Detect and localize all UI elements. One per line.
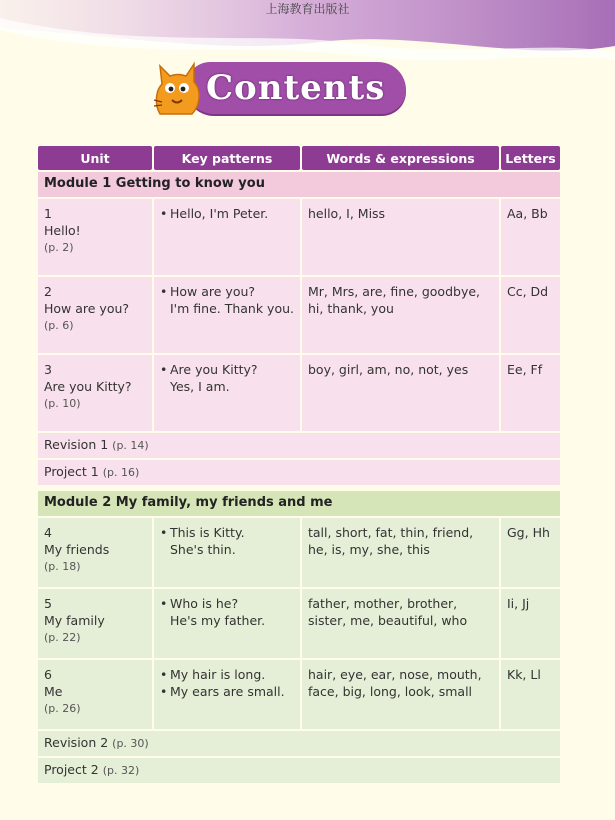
unit-name: Me (44, 684, 63, 699)
pattern-item: • Hello, I'm Peter. (160, 205, 294, 222)
key-patterns-cell (154, 518, 300, 587)
words-line: he, is, my, she, this (308, 542, 430, 557)
letters-cell: Aa, Bb (501, 199, 560, 275)
words-line: face, big, long, look, small (308, 684, 473, 699)
module-row (38, 172, 560, 197)
module-title: Module 1 Getting to know you (38, 172, 560, 197)
unit-row (38, 518, 560, 587)
project-label: Project 1 (44, 464, 99, 479)
revision-cell (38, 433, 560, 458)
contents-table (36, 144, 562, 785)
project-page: (p. 16) (102, 466, 140, 479)
unit-number: 1 (44, 206, 52, 221)
words-cell (302, 277, 499, 353)
unit-name: My friends (44, 542, 110, 557)
letters-cell: Kk, Ll (501, 660, 560, 729)
project-label: Project 2 (44, 762, 99, 777)
module-title: Module 2 My family, my friends and me (38, 491, 560, 516)
words-cell (302, 589, 499, 658)
letters-cell: Ee, Ff (501, 355, 560, 431)
header-words-expressions: Words & expressions (302, 146, 499, 170)
unit-cell (38, 355, 152, 431)
unit-cell (38, 660, 152, 729)
unit-cell (38, 277, 152, 353)
revision-page: (p. 14) (112, 439, 149, 452)
words-line: boy, girl, am, no, not, yes (308, 362, 469, 377)
unit-row (38, 355, 560, 431)
unit-cell (38, 199, 152, 275)
revision-label: Revision 1 (44, 437, 109, 452)
words-cell (302, 660, 499, 729)
revision-label: Revision 2 (44, 735, 109, 750)
words-cell (302, 518, 499, 587)
pattern-item: • This is Kitty. She's thin. (160, 524, 294, 558)
revision-row (38, 433, 560, 458)
unit-row (38, 660, 560, 729)
unit-number: 6 (44, 667, 52, 682)
unit-cell (38, 518, 152, 587)
unit-page: (p. 6) (44, 319, 74, 332)
unit-name: My family (44, 613, 105, 628)
table-header-row (38, 146, 560, 170)
module-row (38, 491, 560, 516)
words-line: tall, short, fat, thin, friend, (308, 525, 474, 540)
header-unit: Unit (38, 146, 152, 170)
unit-name: Hello! (44, 223, 81, 238)
revision-cell (38, 731, 560, 756)
project-row (38, 758, 560, 783)
unit-number: 2 (44, 284, 52, 299)
unit-name: How are you? (44, 301, 130, 316)
revision-page: (p. 30) (112, 737, 149, 750)
key-patterns-cell (154, 355, 300, 431)
letters-cell: Gg, Hh (501, 518, 560, 587)
words-line: Mr, Mrs, are, fine, goodbye, (308, 284, 481, 299)
words-line: sister, me, beautiful, who (308, 613, 468, 628)
key-patterns-cell (154, 589, 300, 658)
unit-number: 3 (44, 362, 52, 377)
unit-row (38, 589, 560, 658)
key-patterns-cell (154, 277, 300, 353)
unit-number: 4 (44, 525, 52, 540)
words-line: father, mother, brother, (308, 596, 458, 611)
key-patterns-cell (154, 199, 300, 275)
letters-cell: Cc, Dd (501, 277, 560, 353)
pattern-item: • My ears are small. (160, 683, 294, 700)
header-letters: Letters (501, 146, 560, 170)
unit-row (38, 277, 560, 353)
pattern-item: • How are you? I'm fine. Thank you. (160, 283, 294, 317)
project-cell (38, 758, 560, 783)
contents-title-banner (148, 52, 408, 120)
unit-page: (p. 2) (44, 241, 74, 254)
header-key-patterns: Key patterns (154, 146, 300, 170)
pattern-item: • My hair is long. (160, 666, 294, 683)
unit-row (38, 199, 560, 275)
project-page: (p. 32) (102, 764, 140, 777)
page-title: Contents (206, 68, 386, 108)
letters-cell: Ii, Jj (501, 589, 560, 658)
pattern-item: • Are you Kitty? Yes, I am. (160, 361, 294, 395)
cat-mascot-icon (148, 56, 204, 118)
unit-page: (p. 26) (44, 702, 81, 715)
unit-name: Are you Kitty? (44, 379, 132, 394)
key-patterns-cell (154, 660, 300, 729)
words-line: hello, I, Miss (308, 206, 386, 221)
project-cell (38, 460, 560, 485)
revision-row (38, 731, 560, 756)
unit-page: (p. 22) (44, 631, 81, 644)
unit-number: 5 (44, 596, 52, 611)
unit-page: (p. 10) (44, 397, 81, 410)
words-line: hi, thank, you (308, 301, 394, 316)
words-cell (302, 199, 499, 275)
project-row (38, 460, 560, 485)
unit-page: (p. 18) (44, 560, 81, 573)
words-cell (302, 355, 499, 431)
publisher-name: 上海教育出版社 (265, 2, 350, 16)
words-line: hair, eye, ear, nose, mouth, (308, 667, 482, 682)
pattern-item: • Who is he? He's my father. (160, 595, 294, 629)
unit-cell (38, 589, 152, 658)
